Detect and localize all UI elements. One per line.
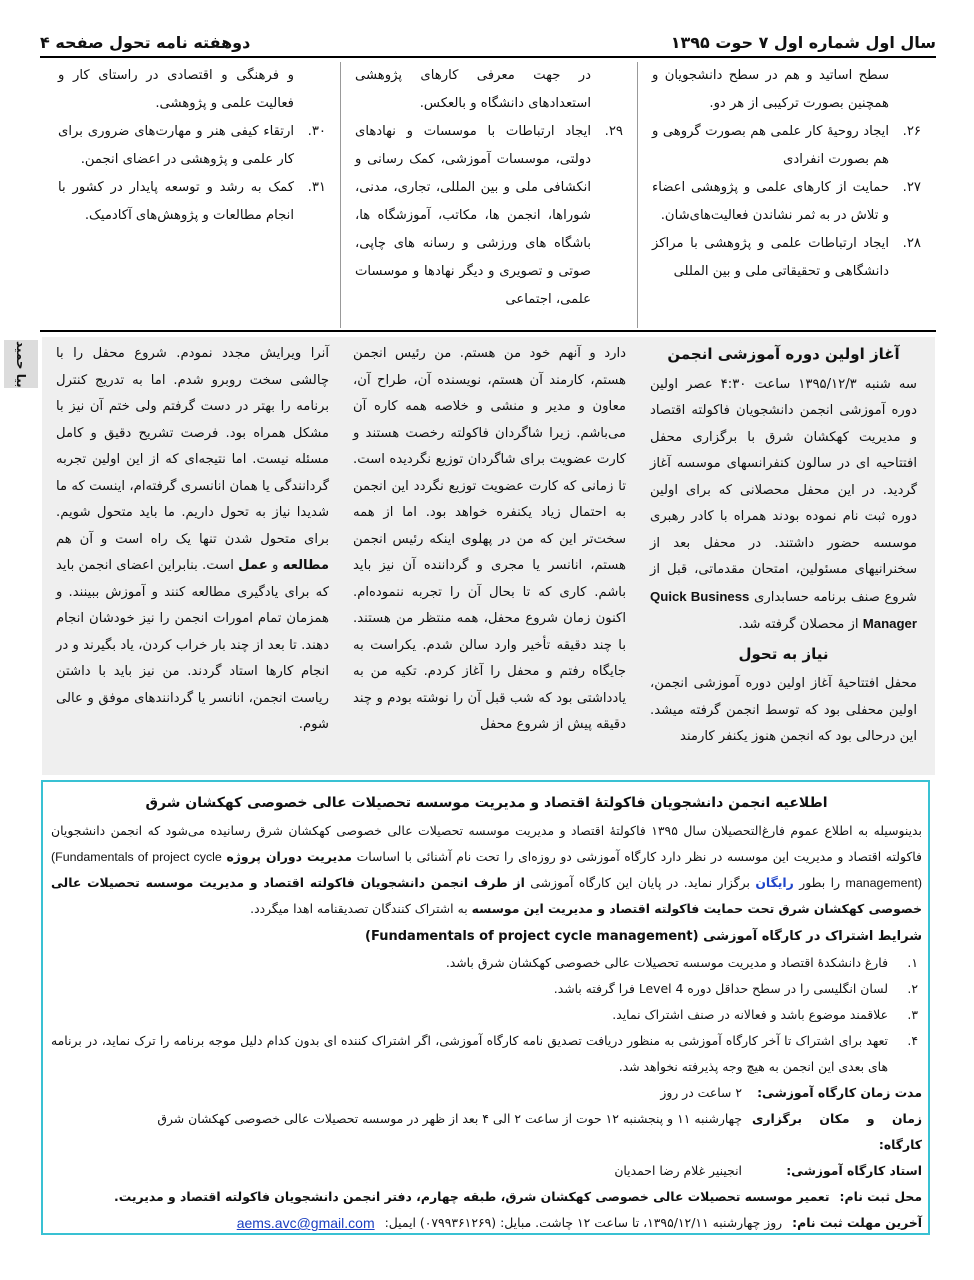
item-text: ایجاد ارتباطات علمی و پژوهشی با مراکز دانشگاهی و تحقیقاتی ملی و بین المللی	[652, 236, 889, 279]
body-text: بدینوسیله به اطلاع عموم فارغ‌التحصیلان سال ۱۳۹۵ فاکولتهٔ اقتصاد و مدیریت موسسه تحصیلات عالی خصوصی کهکشان شرق رسانیده می‌شود که انجمن دانشجویان فاکولته اقتصاد و مدیریت این موسسه در نظر دارد کارگاه آموزشی دو روزه‌ای را تحت نام آشنائی با اساسات	[51, 823, 922, 864]
continued-text: و فرهنگی و اقتصادی در راستای کار و فعالیت علمی و پژوهشی.	[58, 68, 294, 111]
email-link[interactable]: aems.avc@gmail.com	[236, 1215, 375, 1231]
section-divider	[40, 330, 936, 332]
objectives-column-2	[341, 62, 638, 328]
deadline-label: آخرین مهلت ثبت نام:	[792, 1215, 922, 1230]
deadline-value: روز چهارشنبه ۱۳۹۵/۱۲/۱۱، تا ساعت ۱۲ چاشت. مبایل: (۰۷۹۹۳۶۱۲۶۹) ایمیل:	[384, 1215, 783, 1230]
article-subtitle: نیاز به تحول	[738, 644, 829, 663]
condition-item	[51, 976, 922, 1002]
paragraph-text: آنرا ویرایش مجدد نمودم. شروع محفل را با چالشی سخت روبرو شدم. اما به تدریج کنترل برنامه را بهتر در دست گرفتم ولی ختم آن نیز با مشکل همراه بود. فرصت تشریح دقیق و کامل مسئله نیست. اما نتیجه‌ای که از این اولین تجربه گردانندگی یا همان انانسری گرفته‌ام، اینست که ما شدیدا نیاز به تحول داریم. ما باید متحول شویم. برای متحول شدن تنها یک راه است و آن هم	[56, 346, 329, 547]
objectives-columns	[42, 62, 935, 328]
objectives-column-1	[638, 62, 935, 328]
paragraph-text: و	[272, 558, 279, 573]
emphasis-text: از طرف انجمن دانشجویان فاکولته اقتصاد و مدیریت موسسه تحصیلات عالی خصوصی کهکشان شرق تحت حمایت فاکولته اقتصاد و مدیریت این موسسه	[51, 875, 922, 916]
article-paragraph: محفل افتتاحیهٔ آغاز اولین دوره آموزشی انجمن، اولین محفلی بود که توسط انجمن گرفته میشد. این درحالی بود که انجمن هنوز یکنفر کارمند	[650, 676, 917, 744]
continued-text: در جهت معرفی کارهای پژوهشی استعدادهای دانشگاه و بالعکس.	[355, 68, 591, 111]
software-name: Quick Business Manager	[650, 588, 917, 631]
item-number: ۳۱.	[307, 180, 326, 195]
article-paragraph	[650, 372, 917, 639]
list-item	[58, 118, 326, 174]
place-label: زمان و مکان برگزاری کارگاه:	[752, 1111, 922, 1152]
item-number: ۲.	[907, 981, 918, 996]
body-text: را بطور	[799, 875, 841, 890]
list-item	[652, 118, 921, 174]
registration-place-label: محل ثبت نام:	[839, 1189, 922, 1204]
item-number: ۳۰.	[307, 124, 326, 139]
item-text: تعهد برای اشتراک تا آخر کارگاه آموزشی به منظور دریافت تصدیق نامه کارگاه آموزشی، اگر اشتراک کننده ای بدون کدام دلیل موجه برنامه را ترک نماید، در برنامه های بعدی این انجمن به هیچ وجه پذیرفته نخواهد شد.	[51, 1033, 888, 1074]
place-row	[51, 1106, 922, 1158]
item-number: ۲۶.	[902, 124, 921, 139]
article-column-1	[638, 337, 935, 775]
course-name-latin: (Fundamentals of project cycle management)	[51, 850, 922, 890]
item-number: ۲۹.	[604, 124, 623, 139]
item-text: لسان انگلیسی را در سطح حداقل دوره Level 4 فرا گرفته باشد.	[553, 981, 888, 996]
conditions-title: شرایط اشتراک در کارگاه آموزشی (Fundamentals of project cycle management)	[365, 929, 922, 944]
announcement-body	[51, 818, 922, 922]
article-section	[42, 337, 935, 775]
article-paragraph: دارد و آنهم خود من هستم. من رئیس انجمن هستم، کارمند آن هستم، نویسنده آن، طراح آن، معاون و مدیر و منشی و خلاصه همه کاره آن می‌باشم. زیرا شاگردان فاکولته رخصت هستند و کارت عضویت برای شاگردان توزیع نگردیده است. تا زمانی که کارت عضویت توزیع نگردد این انجمن به احتمال زیاد یکنفره خواهد بود. اما از همه سخت‌تر این که من در پهلوی اینکه رئیس انجمن هستم، انانسر یا مجری و گرداننده آن نیز باید باشم. کاری که تا بحال آن را تجربه ننموده‌ام. اکنون زمان شروع محفل، همه منتظر من هستند. با چند دقیقه تأخیر وارد سالن شدم. یکراست به جایگاه رفتم و محفل را آغاز کردم. تکیه من به یادداشتی بود که شب قبل آن را نوشته بودم و چند دقیقه پیش از شروع محفل	[353, 346, 626, 732]
page-header	[40, 28, 936, 58]
duration-label: مدت زمان کارگاه آموزشی:	[757, 1085, 922, 1100]
emphasis-text: مطالعه	[282, 558, 329, 573]
item-text: کمک به رشد و توسعه پایدار در کشور با انجام مطالعات و پژوهش‌های آکادمیک.	[58, 180, 294, 223]
teacher-row	[51, 1158, 922, 1184]
paragraph-text: سه شنبه ۱۳۹۵/۱۲/۳ ساعت ۴:۳۰ عصر اولین دوره آموزشی انجمن دانشجویان فاکولته اقتصاد و مدیریت کهکشان شرق با برگزاری محفل افتتاحیه ای در سالون کنفرانسهای موسسه آغاز گردید. در این محفل محصلانی که برای اولین دوره ثبت نام نموده بودند همراه با کادر رهبری موسسه حضور داشتند. در محفل بعد از سخنرانیهای مسئولین، امتحان مقدماتی، قبل از شروع صنف برنامه حسابداری	[650, 376, 917, 605]
list-item	[355, 118, 623, 314]
list-item	[58, 174, 326, 230]
duration-row	[51, 1080, 922, 1106]
publication-page: دوهفته نامه تحول صفحه ۴	[40, 32, 251, 52]
item-number: ۱.	[907, 955, 918, 970]
issue-info: سال اول شماره اول ۷ حوت ۱۳۹۵	[670, 32, 936, 52]
condition-item	[51, 1028, 922, 1080]
item-number: ۳.	[907, 1007, 918, 1022]
item-number: ۴.	[907, 1033, 918, 1048]
article-paragraph	[56, 341, 329, 739]
body-text: برگزار نماید. در پایان این کارگاه آموزشی	[530, 875, 750, 890]
list-item	[652, 174, 921, 230]
body-text: به اشتراک کنندگان تصدیقنامه اهدا میگردد.	[250, 901, 468, 916]
deadline-row	[51, 1210, 922, 1236]
article-title: آغاز اولین دوره آموزشی انجمن	[667, 345, 900, 363]
item-number: ۲۷.	[902, 180, 921, 195]
emphasis-text: عمل	[238, 558, 268, 573]
announcement-box	[41, 780, 930, 1235]
registration-place-row	[51, 1184, 922, 1210]
item-text: ارتقاء کیفی هنر و مهارت‌های ضروری برای کار علمی و پژوهشی در اعضای انجمن.	[58, 124, 294, 167]
free-label: رایگان	[755, 875, 794, 890]
item-text: ایجاد روحیهٔ کار علمی هم بصورت گروهی و هم بصورت انفرادی	[652, 124, 889, 167]
condition-item	[51, 1002, 922, 1028]
column-tag: بیا حمید	[4, 340, 38, 388]
condition-item	[51, 950, 922, 976]
list-item	[652, 230, 921, 286]
item-text: ایجاد ارتباطات با موسسات و نهادهای دولتی، موسسات آموزشی، کمک رسانی و انکشافی ملی و بین المللی، تجاری، مدنی، شوراها، انجمن ها، مکاتب، آموزشگاه ها، باشگاه های ورزشی و رسانه های چاپی، صوتی و تصویری و دیگر نهادها و موسسات علمی، اجتماعی	[355, 124, 591, 307]
item-number: ۲۸.	[902, 236, 921, 251]
paragraph-text: است. بنابراین اعضای انجمن باید که برای یادگیری مطالعه کنند و آموزش ببینند. و همزمان تمام امورات انجمن را نیز خودشان انجام دهند. تا بعد از چند بار خراب کردن، یاد بگیرند و در انجام کارها استاد گردند. من نیز باید با داشتن ریاست انجمن، انانسر یا گردانندهای موفق و عالی شوم.	[56, 558, 329, 732]
place-value: چهارشنبه ۱۱ و پنجشنبه ۱۲ حوت از ساعت ۲ الی ۴ بعد از ظهر در موسسه تحصیلات عالی خصوصی کهکشان شرق	[157, 1111, 742, 1126]
teacher-value: انجینیر غلام رضا احمدیان	[614, 1163, 742, 1178]
registration-place-value: تعمیر موسسه تحصیلات عالی خصوصی کهکشان شرق، طبقه چهارم، دفتر انجمن دانشجویان فاکولته اقتصاد و مدیریت.	[114, 1189, 830, 1204]
objectives-column-3	[44, 62, 341, 328]
emphasis-text: مدیریت دوران پروژه	[226, 849, 352, 864]
item-text: حمایت از کارهای علمی و پژوهشی اعضاء و تلاش در به ثمر نشاندن فعالیت‌های‌شان.	[652, 180, 889, 223]
article-column-3	[44, 337, 341, 775]
duration-value: ۲ ساعت در روز	[660, 1085, 742, 1100]
announcement-title: اطلاعیه انجمن دانشجویان فاکولتهٔ اقتصاد و مدیریت موسسه تحصیلات عالی خصوصی کهکشان شرق	[145, 795, 828, 811]
conditions-list	[51, 950, 922, 1080]
item-text: علاقمند موضوع باشد و فعالانه در صنف اشتراک نماید.	[612, 1007, 888, 1022]
teacher-label: استاد کارگاه آموزشی:	[786, 1163, 922, 1178]
item-text: فارغ دانشکدهٔ اقتصاد و مدیریت موسسه تحصیلات عالی خصوصی کهکشان شرق باشد.	[445, 955, 888, 970]
article-column-2	[341, 337, 638, 775]
paragraph-text: از محصلان گرفته شد.	[738, 617, 859, 632]
continued-text: سطح اساتید و هم در سطح دانشجویان و همچنین بصورت ترکیبی از هر دو.	[652, 68, 889, 111]
